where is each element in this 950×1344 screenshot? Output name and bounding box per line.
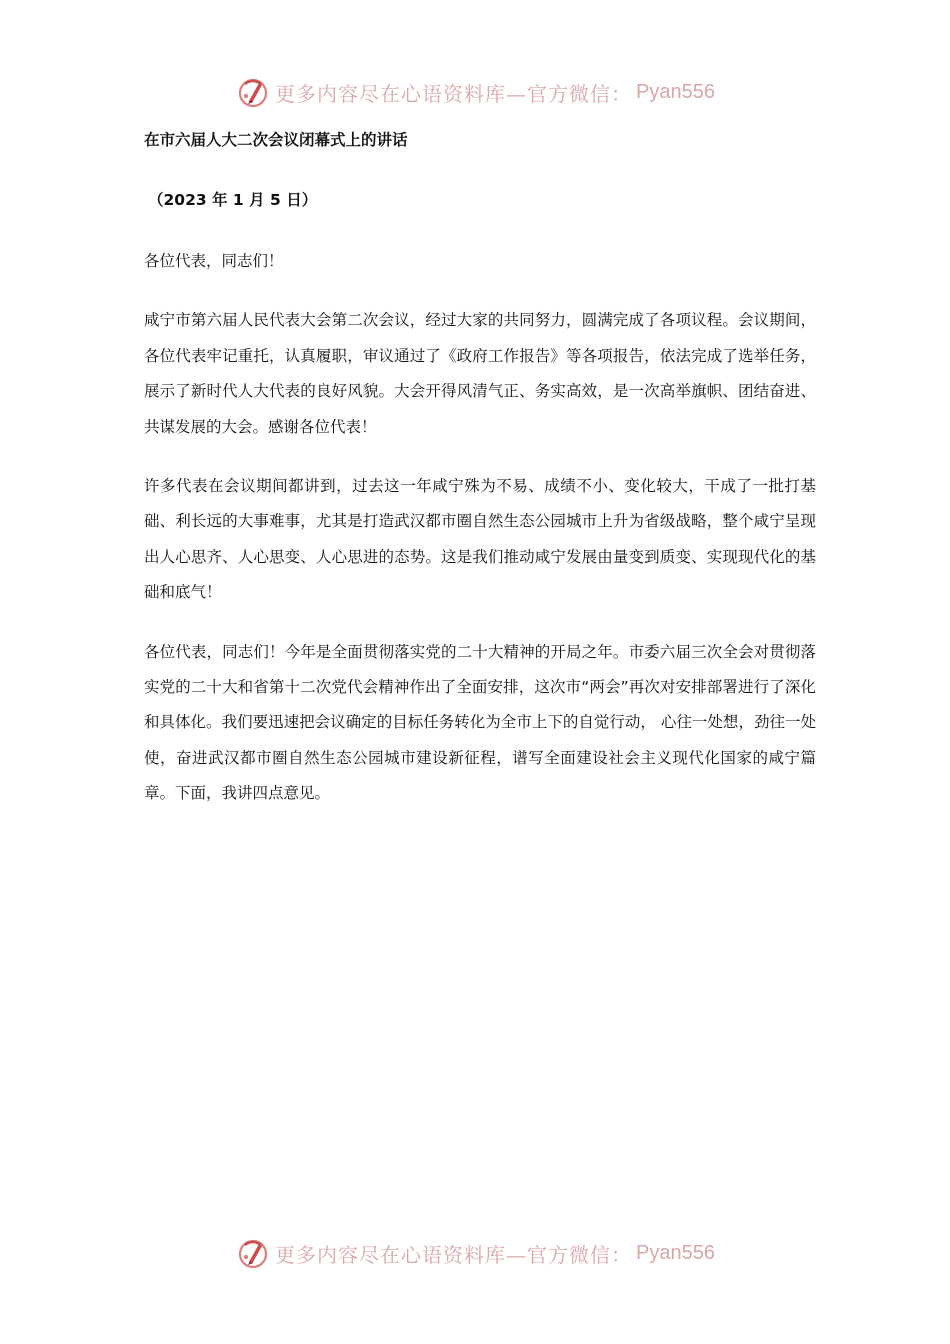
paragraph-1: 咸宁市第六届人民代表大会第二次会议，经过大家的共同努力，圆满完成了各项议程。会议期间，各位代表牢记重托，认真履职，审议通过了《政府工作报告》等各项报告，依法完成了选举任务，展示了新时代人大代表的良好风貌。大会开得风清气正、务实高效，是一次高举旗帜、团结奋进、共谋发展的大会。感谢各位代表！ bbox=[144, 311, 816, 436]
document-title: 在市六届人大二次会议闭幕式上的讲话 bbox=[144, 131, 408, 149]
paragraph-salutation: 各位代表，同志们！ bbox=[144, 252, 284, 270]
watermark-header bbox=[0, 72, 950, 112]
paragraph-3: 各位代表，同志们！今年是全面贯彻落实党的二十大精神的开局之年。市委六届三次全会对贯彻落实党的二十大和省第十二次党代会精神作出了全面安排，这次市“两会”再次对安排部署进行了深化和具体化。我们要迅速把会议确定的目标任务转化为全市上下的自觉行动， 心往一处想，劲往一处使，奋进武汉都市圈自然生态公园城市建设新征程，谱写全面建设社会主义现代化国家的咸宁篇章。下面，我讲四点意见。 bbox=[144, 642, 816, 803]
watermark-wechat-id: Pyan556 bbox=[636, 1241, 715, 1264]
watermark-text: 更多内容尽在心语资料库—官方微信： bbox=[275, 81, 633, 106]
paragraph-2: 许多代表在会议期间都讲到，过去这一年咸宁殊为不易、成绩不小、变化较大，干成了一批打基础、利长远的大事难事，尤其是打造武汉都市圈自然生态公园城市上升为省级战略，整个咸宁呈现出人心思齐、人心思变、人心思进的态势。这是我们推动咸宁发展由量变到质变、实现现代化的基础和底气！ bbox=[144, 477, 816, 602]
pen-logo-icon bbox=[235, 1235, 271, 1271]
document-date: （2023 年 1 月 5 日） bbox=[148, 191, 318, 209]
watermark-text: 更多内容尽在心语资料库—官方微信： bbox=[275, 1242, 633, 1267]
watermark-footer bbox=[0, 1233, 950, 1273]
document-body bbox=[144, 124, 816, 812]
pen-logo-icon bbox=[235, 74, 271, 110]
watermark-wechat-id: Pyan556 bbox=[636, 80, 715, 103]
